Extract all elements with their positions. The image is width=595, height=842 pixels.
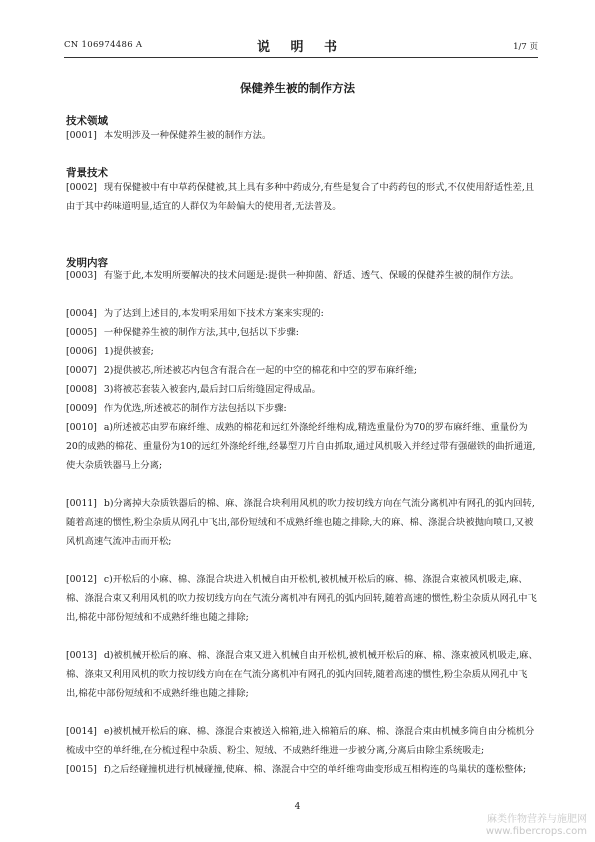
site-watermark: [486, 814, 587, 838]
paragraph-text: d)被机械开松后的麻、棉、涤混合束又进入机械自由开松机,被机械开松后的麻、棉、涤束被风机吸走,麻、棉、涤束又利用风机的吹力按切线方向在在气流分离机冲有网孔的弧内回转,随着高速的惯性,粉尘杂质从网孔中飞出,棉花中部份短绒和不成熟纤维也随之排除;: [66, 650, 538, 699]
paragraph: [66, 570, 538, 627]
page-header: [64, 36, 538, 56]
paragraph-number: [0005]: [66, 327, 97, 338]
paragraph: [66, 178, 538, 216]
paragraph-number: [0015]: [66, 764, 97, 775]
paragraph: [66, 266, 538, 285]
section-heading-background: 背景技术: [66, 167, 108, 179]
paragraph: [66, 646, 538, 703]
paragraph-number: [0007]: [66, 365, 97, 376]
publication-number: CN 106974486 A: [64, 40, 143, 50]
paragraph-number: [0006]: [66, 346, 97, 357]
header-divider: [64, 57, 538, 58]
paragraph: [66, 380, 538, 399]
page-count: 1/7 页: [513, 42, 538, 52]
paragraph-number: [0002]: [66, 182, 97, 193]
paragraph-text: f)之后经碰撞机进行机械碰撞,使麻、棉、涤混合中空的单纤维弯曲变形成互相构连的鸟巢状的蓬松整体;: [103, 764, 527, 775]
paragraph-text: 1)提供被套;: [103, 346, 154, 357]
paragraph-text: 有鉴于此,本发明所要解决的技术问题是:提供一种抑菌、舒适、透气、保暖的保健养生被的制作方法。: [103, 270, 520, 281]
document-type-title: 说 明 书: [256, 40, 346, 55]
paragraph: [66, 361, 538, 380]
paragraph: [66, 304, 538, 323]
section-heading-summary: 发明内容: [66, 257, 108, 269]
paragraph-text: 3)将被芯套装入被套内,最后封口后绗缝固定得成品。: [103, 384, 321, 395]
paragraph-text: a)所述被芯由罗布麻纤维、成熟的棉花和远红外涤纶纤维构成,精选重量份为70的罗布麻纤维、重量份为20的成熟的棉花、重量份为10的远红外涤纶纤维,经暴型刀片自由抓取,通过风机吸入并经过带有强磁铁的曲折通道,使大杂质铁器马上分离;: [66, 422, 536, 471]
page-number: 4: [294, 802, 301, 812]
paragraph: [66, 722, 538, 760]
paragraph: [66, 399, 538, 418]
paragraph: [66, 342, 538, 361]
paragraph-number: [0009]: [66, 403, 97, 414]
paragraph: [66, 126, 538, 145]
paragraph-text: 本发明涉及一种保健养生被的制作方法。: [103, 130, 272, 141]
paragraph-number: [0004]: [66, 308, 97, 319]
paragraph-text: 为了达到上述目的,本发明采用如下技术方案来实现的:: [103, 308, 324, 319]
paragraph-text: b)分离掉大杂质铁器后的棉、麻、涤混合块利用风机的吹力按切线方向在气流分离机冲有网孔的弧内回转,随着高速的惯性,粉尘杂质从网孔中飞出,部份短绒和不成熟纤维也随之排除,大的麻、棉、涤混合块被抛向喷口,又被风机高速气流冲击而开松;: [66, 498, 535, 547]
paragraph-text: c)开松后的小麻、棉、涤混合块进入机械自由开松机,被机械开松后的麻、棉、涤混合束被风机吸走,麻、棉、涤混合束又利用风机的吹力按切线方向在气流分离机冲有网孔的弧内回转,随着高速的惯性,粉尘杂质从网孔中飞出,棉花中部份短绒和不成熟纤维也随之排除;: [66, 574, 537, 623]
paragraph-number: [0014]: [66, 726, 97, 737]
paragraph-text: 一种保健养生被的制作方法,其中,包括以下步骤:: [103, 327, 299, 338]
paragraph-number: [0008]: [66, 384, 97, 395]
paragraph-number: [0012]: [66, 574, 97, 585]
section-heading-tech-field: 技术领域: [66, 115, 108, 127]
paragraph: [66, 494, 538, 551]
paragraph-number: [0003]: [66, 270, 97, 281]
paragraph: [66, 323, 538, 342]
paragraph-text: e)被机械开松后的麻、棉、涤混合束被送入棉箱,进入棉箱后的麻、棉、涤混合束由机械多筒自由分梳机分梳成中空的单纤维,在分梳过程中杂质、粉尘、短绒、不成熟纤维进一步被分离,分离后由除尘系统吸走;: [66, 726, 535, 756]
paragraph-text: 作为优选,所述被芯的制作方法包括以下步骤:: [103, 403, 287, 414]
invention-title: 保健养生被的制作方法: [240, 81, 355, 95]
watermark-line-1: 麻类作物营养与施肥网: [487, 814, 587, 825]
paragraph: [66, 760, 538, 779]
paragraph-number: [0001]: [66, 130, 97, 141]
paragraph-number: [0010]: [66, 422, 97, 433]
paragraph: [66, 418, 538, 475]
paragraph-number: [0013]: [66, 650, 97, 661]
paragraph-text: 现有保健被中有中草药保健被,其上具有多种中药成分,有些是复合了中药药包的形式,不仅使用舒适性差,且由于其中药味道明显,适宜的人群仅为年龄偏大的使用者,无法普及。: [66, 182, 535, 212]
watermark-line-2: www.fibercrops.com: [485, 826, 587, 837]
paragraph-number: [0011]: [66, 498, 97, 509]
paragraph-text: 2)提供被芯,所述被芯内包含有混合在一起的中空的棉花和中空的罗布麻纤维;: [103, 365, 418, 376]
